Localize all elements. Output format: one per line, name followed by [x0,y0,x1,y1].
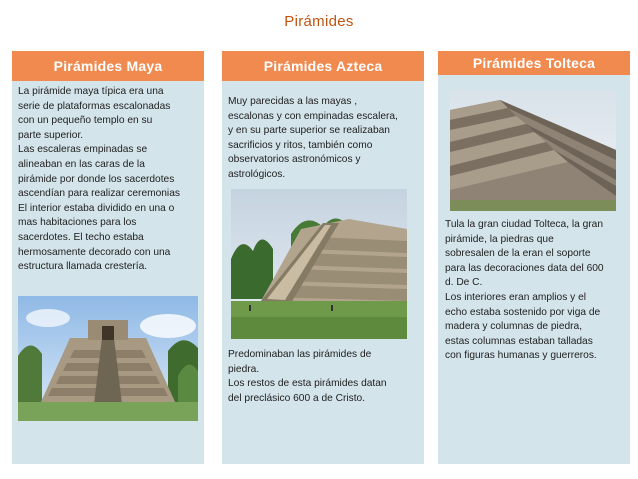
azteca-description: Muy parecidas a las mayas , escalonas y con empinadas escalera, y en su parte superior se realizaban sacrificios y ritos, también como observatorios astronómicos y astrológicos. [228,96,398,180]
column-maya [12,51,204,464]
column-azteca [222,51,424,464]
azteca-pyramid-photo [231,189,407,339]
tolteca-description: Tula la gran ciudad Tolteca, la gran pirámide, la piedras que sobresalen de la eran el soporte para las decoraciones data del 600 d. De C. Los interiores eran amplios y el echo estaba sostenido por viga de madera y columnas de piedra, estas columnas estaban talladas con figuras humanas y guerreros. [445,219,604,362]
header-azteca: Pirámides Azteca [222,51,424,81]
header-maya: Pirámides Maya [12,51,204,81]
maya-description: La pirámide maya típica era una serie de plataformas escalonadas con un pequeño templo en su parte superior. Las escaleras empinadas se alineaban en las caras de la pirámide por donde los sacerdotes ascendían para realizar ceremonias El interior estaba dividido en una o mas habitaciones para los sacerdotes. El techo estaba hermosamente decorado con una estructura llamada crestería. [18,86,180,273]
column-tolteca [438,51,630,464]
page-title: Pirámides [284,13,354,30]
tolteca-pyramid-photo [450,90,616,211]
header-tolteca: Pirámides Tolteca [438,51,630,75]
azteca-remains-text: Predominaban las pirámides de piedra. Los restos de esta pirámides datan del preclásico 600 a de Cristo. [228,349,387,404]
maya-pyramid-photo [18,296,198,421]
